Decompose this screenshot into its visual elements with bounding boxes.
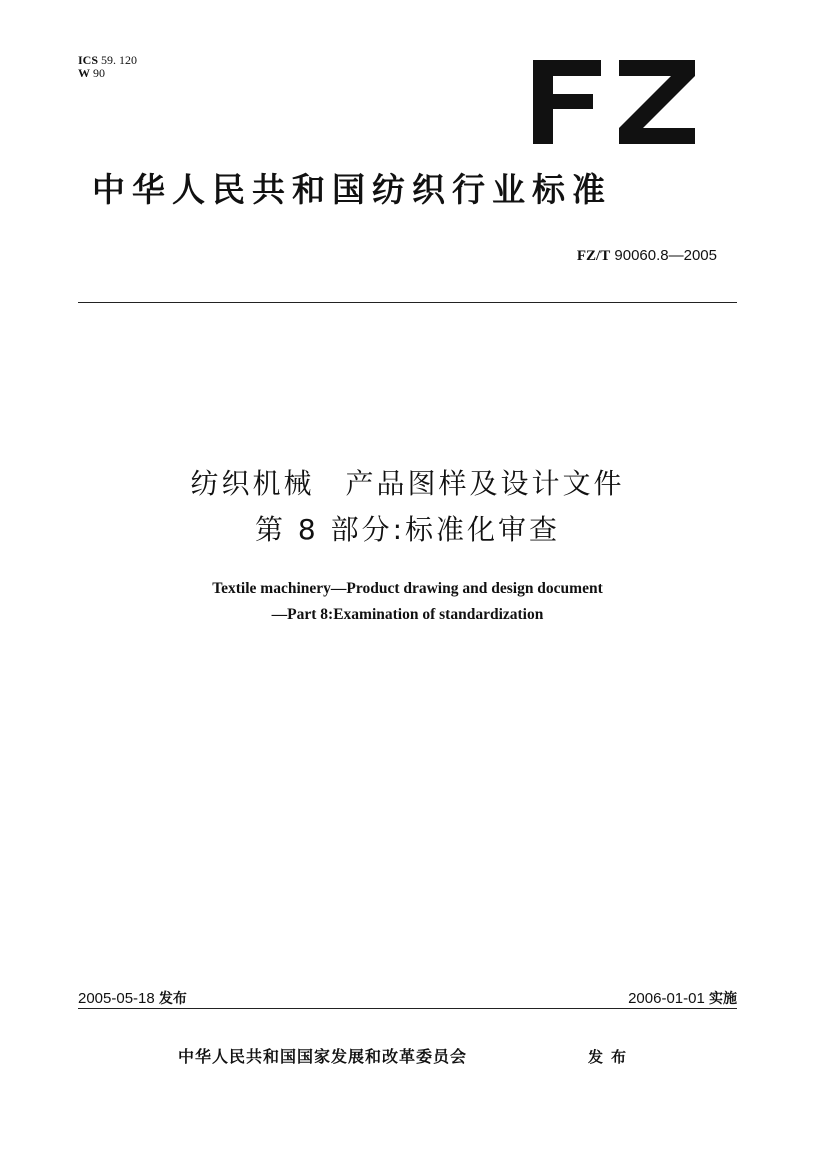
footer-divider bbox=[78, 1008, 737, 1009]
issued-label: 发布 bbox=[588, 1048, 635, 1066]
fz-logo bbox=[533, 60, 695, 144]
ccs-code: 90 bbox=[93, 66, 105, 80]
release-date-block bbox=[78, 988, 187, 1008]
ics-label: ICS bbox=[78, 53, 99, 67]
ccs-line bbox=[78, 67, 137, 80]
header-divider bbox=[78, 302, 737, 303]
title-cn-line1: 纺织机械 产品图样及设计文件 bbox=[190, 467, 625, 500]
release-label: 发布 bbox=[158, 991, 187, 1007]
title-en-line1: Textile machinery—Product drawing and design document bbox=[212, 580, 603, 597]
standard-prefix: FZ/T bbox=[576, 248, 611, 264]
industry-standard-title: 中华人民共和国纺织行业标准 bbox=[92, 170, 612, 209]
classification-block bbox=[78, 54, 137, 80]
standard-number bbox=[577, 247, 717, 265]
implement-label: 实施 bbox=[709, 991, 737, 1007]
standard-code: 90060.8—2005 bbox=[614, 247, 717, 264]
ccs-label: W bbox=[78, 66, 90, 80]
ics-code: 59. 120 bbox=[101, 53, 138, 67]
implement-date: 2006-01-01 bbox=[628, 990, 705, 1007]
implement-date-block bbox=[628, 988, 737, 1008]
issuer-name: 中华人民共和国国家发展和改革委员会 bbox=[178, 1047, 468, 1066]
title-cn-line2: 第 8 部分:标准化审查 bbox=[254, 513, 561, 546]
release-date: 2005-05-18 bbox=[78, 990, 155, 1007]
title-en-line2: —Part 8:Examination of standardization bbox=[271, 606, 544, 623]
